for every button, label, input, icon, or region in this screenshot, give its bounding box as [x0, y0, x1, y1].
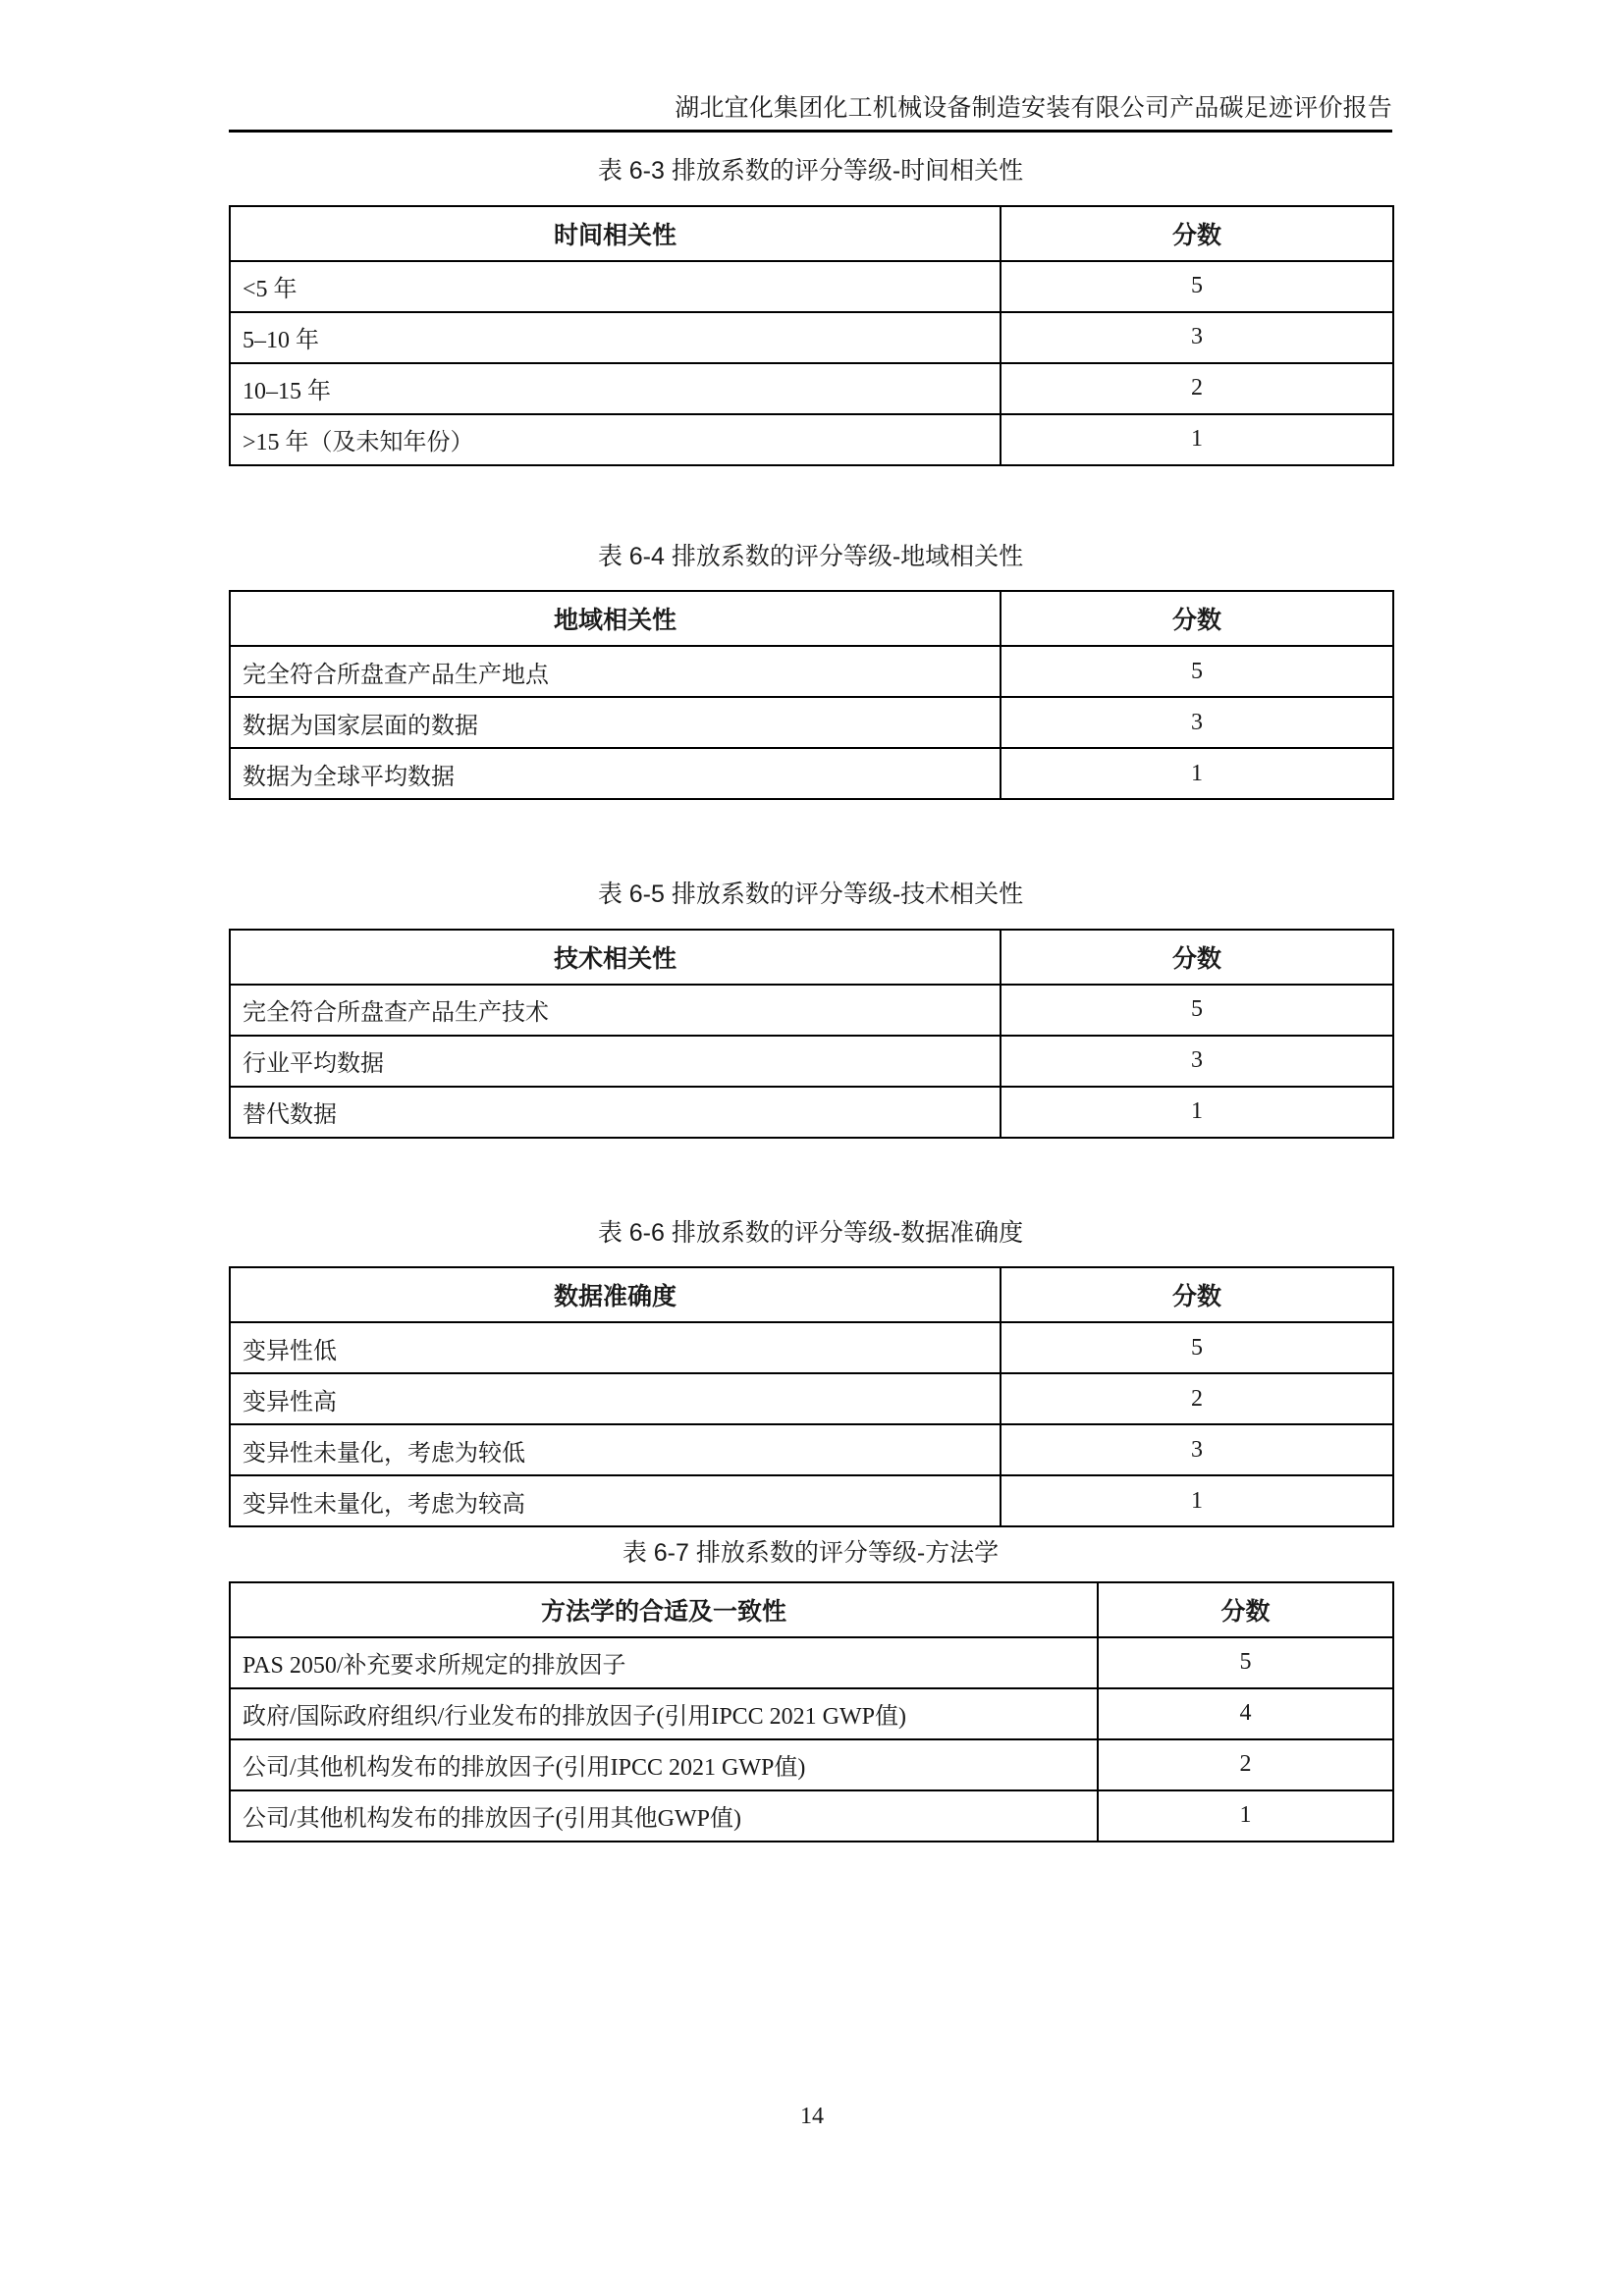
criterion-label: <5 年 — [230, 261, 1001, 312]
table-row — [230, 1475, 1393, 1526]
criterion-label: 完全符合所盘查产品生产技术 — [230, 985, 1001, 1036]
criterion-label: 数据为全球平均数据 — [230, 748, 1001, 799]
table-row — [230, 1036, 1393, 1087]
criterion-score: 1 — [1001, 748, 1393, 799]
table-6-7 — [229, 1581, 1394, 1842]
table-6-3 — [229, 205, 1394, 466]
table-row — [230, 363, 1393, 414]
criterion-score: 3 — [1001, 1424, 1393, 1475]
column-header-criterion: 方法学的合适及一致性 — [230, 1582, 1098, 1637]
criterion-score: 4 — [1098, 1688, 1393, 1739]
criterion-label: 行业平均数据 — [230, 1036, 1001, 1087]
criterion-label: 5–10 年 — [230, 312, 1001, 363]
column-header-criterion: 数据准确度 — [230, 1267, 1001, 1322]
table-row — [230, 985, 1393, 1036]
criterion-score: 3 — [1001, 1036, 1393, 1087]
table-row — [230, 414, 1393, 465]
column-header-score: 分数 — [1098, 1582, 1393, 1637]
table-6-5 — [229, 929, 1394, 1139]
table-row — [230, 748, 1393, 799]
criterion-label: 替代数据 — [230, 1087, 1001, 1138]
table-header-row — [230, 206, 1393, 261]
table-row — [230, 312, 1393, 363]
criterion-score: 5 — [1001, 646, 1393, 697]
page-number: 14 — [800, 2104, 824, 2129]
column-header-score: 分数 — [1001, 591, 1393, 646]
table-row — [230, 646, 1393, 697]
table-row — [230, 1322, 1393, 1373]
table-header-row — [230, 1582, 1393, 1637]
criterion-score: 1 — [1001, 414, 1393, 465]
table-header-row — [230, 591, 1393, 646]
table-6-6 — [229, 1266, 1394, 1527]
criterion-score: 5 — [1001, 1322, 1393, 1373]
criterion-score: 1 — [1001, 1475, 1393, 1526]
criterion-score: 2 — [1001, 363, 1393, 414]
table-6-4 — [229, 590, 1394, 800]
criterion-score: 2 — [1001, 1373, 1393, 1424]
criterion-label: 变异性高 — [230, 1373, 1001, 1424]
table-caption-6-7: 表 6-7 排放系数的评分等级-方法学 — [622, 1539, 1000, 1567]
table-row — [230, 1424, 1393, 1475]
table-caption-6-3: 表 6-3 排放系数的评分等级-时间相关性 — [597, 157, 1024, 185]
table-row — [230, 697, 1393, 748]
page-content — [229, 155, 1392, 1842]
table-row — [230, 1087, 1393, 1138]
column-header-criterion: 技术相关性 — [230, 930, 1001, 985]
table-row — [230, 261, 1393, 312]
criterion-label: 公司/其他机构发布的排放因子(引用其他GWP值) — [230, 1790, 1098, 1842]
header-divider-rule — [229, 130, 1392, 133]
table-row — [230, 1688, 1393, 1739]
criterion-label: PAS 2050/补充要求所规定的排放因子 — [230, 1637, 1098, 1688]
criterion-score: 5 — [1001, 261, 1393, 312]
page-header — [229, 93, 1392, 140]
column-header-score: 分数 — [1001, 206, 1393, 261]
table-caption-6-5: 表 6-5 排放系数的评分等级-技术相关性 — [597, 881, 1024, 908]
criterion-label: 变异性未量化，考虑为较高 — [230, 1475, 1001, 1526]
criterion-label: 完全符合所盘查产品生产地点 — [230, 646, 1001, 697]
criterion-score: 1 — [1098, 1790, 1393, 1842]
criterion-score: 5 — [1098, 1637, 1393, 1688]
column-header-criterion: 时间相关性 — [230, 206, 1001, 261]
column-header-criterion: 地域相关性 — [230, 591, 1001, 646]
criterion-score: 3 — [1001, 312, 1393, 363]
criterion-label: 政府/国际政府组织/行业发布的排放因子(引用IPCC 2021 GWP值) — [230, 1688, 1098, 1739]
criterion-score: 5 — [1001, 985, 1393, 1036]
criterion-label: 公司/其他机构发布的排放因子(引用IPCC 2021 GWP值) — [230, 1739, 1098, 1790]
criterion-label: >15 年（及未知年份） — [230, 414, 1001, 465]
column-header-score: 分数 — [1001, 930, 1393, 985]
table-row — [230, 1790, 1393, 1842]
criterion-score: 1 — [1001, 1087, 1393, 1138]
table-row — [230, 1637, 1393, 1688]
criterion-label: 10–15 年 — [230, 363, 1001, 414]
table-caption-6-6: 表 6-6 排放系数的评分等级-数据准确度 — [597, 1218, 1024, 1247]
criterion-label: 变异性未量化，考虑为较低 — [230, 1424, 1001, 1475]
table-row — [230, 1739, 1393, 1790]
criterion-label: 变异性低 — [230, 1322, 1001, 1373]
criterion-label: 数据为国家层面的数据 — [230, 697, 1001, 748]
column-header-score: 分数 — [1001, 1267, 1393, 1322]
table-caption-6-4: 表 6-4 排放系数的评分等级-地域相关性 — [597, 542, 1024, 570]
table-header-row — [230, 1267, 1393, 1322]
running-header-text: 湖北宜化集团化工机械设备制造安装有限公司产品碳足迹评价报告 — [675, 95, 1392, 122]
criterion-score: 2 — [1098, 1739, 1393, 1790]
criterion-score: 3 — [1001, 697, 1393, 748]
table-header-row — [230, 930, 1393, 985]
table-row — [230, 1373, 1393, 1424]
